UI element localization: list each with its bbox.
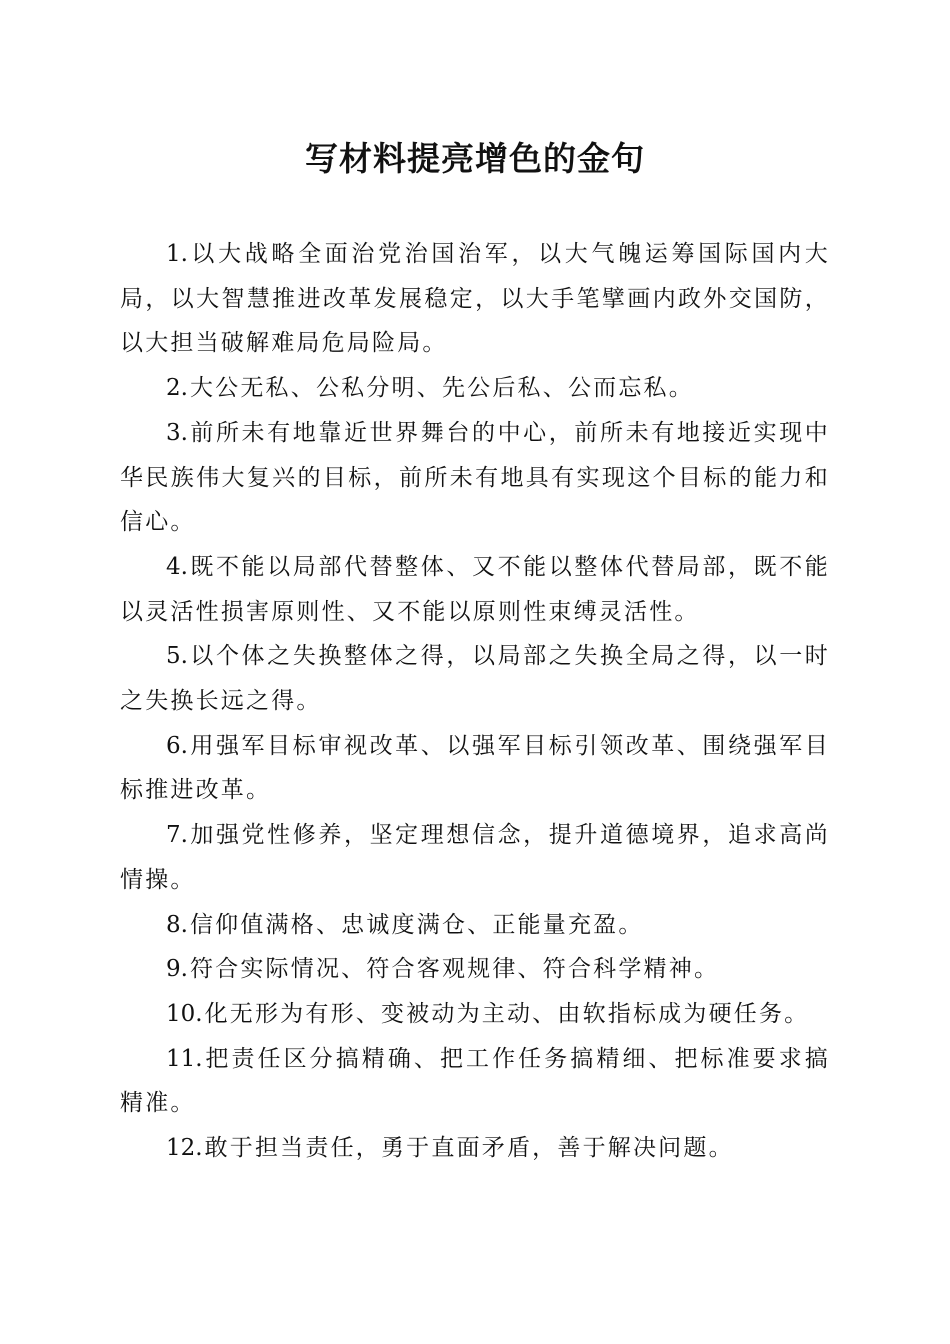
paragraph-text: 加强党性修养，坚定理想信念，提升道德境界，追求高尚情操。	[120, 822, 830, 893]
paragraph-text: 信仰值满格、忠诚度满仓、正能量充盈。	[189, 911, 644, 938]
paragraph-text: 符合实际情况、符合客观规律、符合科学精神。	[189, 956, 720, 983]
paragraph-number: 3.	[166, 419, 188, 446]
paragraph-6	[120, 724, 830, 813]
paragraph-text: 以个体之失换整体之得，以局部之失换全局之得，以一时之失换长远之得。	[120, 643, 830, 715]
paragraph-number: 1.	[166, 241, 188, 267]
paragraph-1	[120, 232, 830, 366]
paragraph-number: 11.	[166, 1045, 203, 1072]
paragraph-5	[120, 634, 830, 723]
paragraph-number: 4.	[166, 553, 188, 580]
paragraph-8	[120, 903, 830, 948]
paragraph-12	[120, 1126, 830, 1171]
paragraph-text: 前所未有地靠近世界舞台的中心，前所未有地接近实现中华民族伟大复兴的目标，前所未有地具有实现这个目标的能力和信心。	[120, 419, 830, 536]
paragraph-text: 既不能以局部代替整体、又不能以整体代替局部，既不能以灵活性损害原则性、又不能以原则性束缚灵活性。	[120, 553, 830, 625]
paragraph-number: 5.	[166, 643, 188, 670]
paragraph-number: 6.	[166, 732, 188, 759]
paragraph-number: 9.	[166, 956, 188, 983]
paragraph-4	[120, 545, 830, 634]
paragraph-2	[120, 366, 830, 411]
paragraph-number: 12.	[166, 1135, 203, 1162]
document-body	[120, 232, 830, 1171]
paragraph-number: 7.	[166, 822, 188, 849]
paragraph-text: 敢于担当责任，勇于直面矛盾，善于解决问题。	[204, 1135, 734, 1162]
paragraph-9	[120, 947, 830, 992]
paragraph-number: 2.	[166, 375, 188, 402]
paragraph-7	[120, 813, 830, 902]
paragraph-number: 10.	[166, 1000, 203, 1027]
paragraph-number: 8.	[166, 911, 188, 938]
paragraph-text: 用强军目标审视改革、以强军目标引领改革、围绕强军目标推进改革。	[120, 732, 830, 804]
document-title: 写材料提亮增色的金句	[305, 139, 645, 178]
paragraph-text: 大公无私、公私分明、先公后私、公而忘私。	[189, 375, 694, 402]
paragraph-text: 以大战略全面治党治国治军，以大气魄运筹国际国内大局，以大智慧推进改革发展稳定，以大手笔擘画内政外交国防，以大担当破解难局危局险局。	[120, 241, 830, 357]
paragraph-text: 化无形为有形、变被动为主动、由软指标成为硬任务。	[204, 1000, 810, 1027]
paragraph-10	[120, 992, 830, 1037]
paragraph-3	[120, 411, 830, 545]
paragraph-11	[120, 1037, 830, 1126]
paragraph-text: 把责任区分搞精确、把工作任务搞精细、把标准要求搞精准。	[120, 1045, 830, 1117]
